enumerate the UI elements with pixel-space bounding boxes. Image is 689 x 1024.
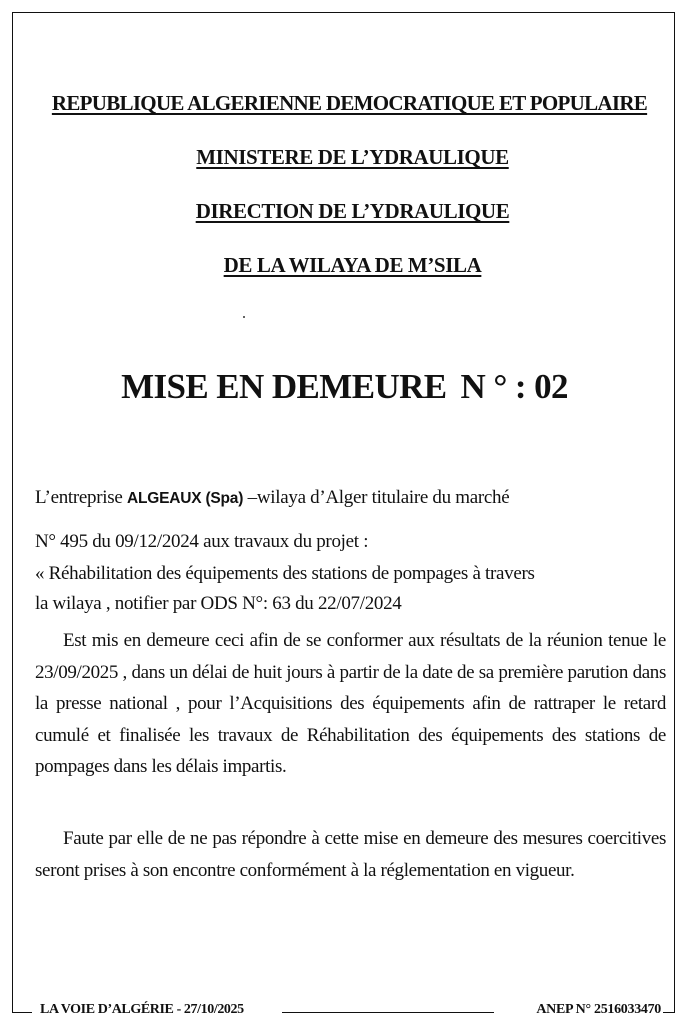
intro-line-4: la wilaya , notifier par ODS N°: 63 du 22/07/2024: [35, 593, 402, 614]
footer: [12, 1000, 675, 1024]
speck: [243, 316, 245, 318]
header-direction: DIRECTION DE L’YDRAULIQUE: [195, 199, 510, 223]
page-title: [0, 367, 689, 407]
intro-suffix: –wilaya d’Alger titulaire du marché: [243, 487, 510, 508]
intro-line-1: [35, 487, 509, 509]
footer-source: LA VOIE D’ALGÉRIE - 27/10/2025: [40, 1002, 244, 1017]
title-number: N ° : 02: [460, 367, 568, 406]
intro-prefix: L’entreprise: [35, 487, 127, 508]
intro-line-3: « Réhabilitation des équipements des stations de pompages à travers: [35, 563, 535, 584]
footer-rule-middle: [282, 1012, 494, 1013]
title-text: MISE EN DEMEURE: [121, 367, 447, 406]
footer-rule-left: [12, 1012, 32, 1013]
header-republic: REPUBLIQUE ALGERIENNE DEMOCRATIQUE ET POPULAIRE: [51, 91, 648, 115]
paragraph-mise-en-demeure: Est mis en demeure ceci afin de se conformer aux résultats de la réunion tenue le 23/09/2025 , dans un délai de huit jours à partir de la date de sa première parution dans la presse national , pour l’Acquisitions des équipements afin de rattraper le retard cumulé et finalisée les travaux de Réhabilitation des équipements des stations de pompages dans les délais impartis.: [35, 630, 666, 778]
header-wilaya: DE LA WILAYA DE M’SILA: [223, 253, 482, 277]
footer-rule-right: [663, 1012, 675, 1013]
header-ministry: MINISTERE DE L’YDRAULIQUE: [196, 145, 509, 169]
footer-anep-number: ANEP N° 2516033470: [536, 1002, 661, 1017]
intro-line-2: N° 495 du 09/12/2024 aux travaux du projet :: [35, 531, 369, 552]
company-name: ALGEAUX (Spa): [126, 490, 244, 507]
paragraph-sanctions: Faute par elle de ne pas répondre à cette mise en demeure des mesures coercitives seront prises à son encontre conformément à la réglementation en vigueur.: [35, 828, 666, 881]
